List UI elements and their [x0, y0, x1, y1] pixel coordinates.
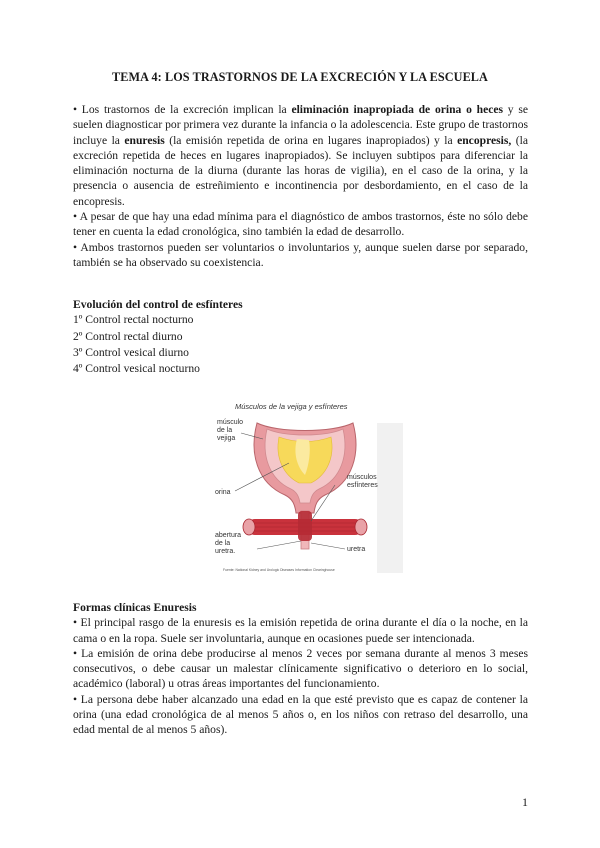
list-item: 1º Control rectal nocturno [73, 313, 194, 327]
list-item: 4º Control vesical nocturno [73, 362, 200, 376]
enuresis-section [73, 600, 528, 738]
paragraph-age-requirement: • La persona debe haber alcanzado una edad en la que esté previsto que es capaz de contener la orina (una edad cronológica de al menos 5 años o, en los niños con retraso del desarrollo, una edad mental de al menos 5 años). [73, 692, 528, 737]
label-urethra-opening: uretra. [215, 548, 236, 555]
section-heading: Evolución del control de esfínteres [73, 298, 243, 311]
section-heading: Formas clínicas Enuresis [73, 601, 197, 614]
label-urethra: uretra [347, 546, 366, 553]
label-bladder-muscle: de la [217, 427, 233, 434]
bold-term-enuresis: enuresis [124, 133, 165, 147]
paragraph-coexistence: • Ambos trastornos pueden ser voluntarios o involuntarios y, aunque suelen darse por separado, también se ha observado su coexistencia. [73, 240, 528, 269]
figure-title: Músculos de la vejiga y esfínteres [235, 402, 348, 411]
page-title: TEMA 4: LOS TRASTORNOS DE LA EXCRECIÓN Y LA ESCUELA [112, 70, 488, 84]
label-urethra-opening: abertura [215, 532, 242, 539]
label-sphincters: músculos [347, 474, 377, 481]
watermark-strip [377, 423, 403, 573]
bladder-diagram [205, 393, 405, 578]
paragraph-frequency: • La emisión de orina debe producirse al menos 2 veces por semana durante al menos 3 meses consecutivos, o debe causar un malestar clínicamente significativo o deterioro en lo social, académico (laboral) u otras áreas importantes del funcionamiento. [73, 646, 528, 691]
list-item: 2º Control rectal diurno [73, 329, 183, 343]
text-run: y se suelen diagnosticar por primera vez durante la infancia o la adolescencia. Este grupo de trastornos incluye la [73, 103, 528, 147]
intro-paragraph [73, 102, 528, 270]
paragraph-age: • A pesar de que hay una edad mínima para el diagnóstico de ambos trastornos, éste no sólo debe tener en cuenta la edad cronológica, sino también la edad de desarrollo. [73, 210, 528, 239]
sphincter-control-section [73, 297, 528, 377]
list-item: 3º Control vesical diurno [73, 345, 189, 359]
figure-caption: Fuente: National Kidney and Urologic Diseases Information Clearinghouse [223, 568, 335, 572]
label-urethra-opening: de la [215, 540, 231, 547]
label-sphincters: esfínteres [347, 482, 378, 489]
bold-term-elimination: eliminación inapropiada de orina o heces [291, 103, 504, 116]
text-run: (la emisión repetida de orina en lugares inapropiados) y la [164, 133, 458, 147]
label-bladder-muscle: músculo [217, 419, 244, 426]
bold-term-encopresis: encopresis, [457, 133, 512, 147]
paragraph-main-feature: • El principal rasgo de la enuresis es la emisión repetida de orina durante el día o la noche, en la cama o en la ropa. Suele ser involuntaria, aunque en ocasiones puede ser intencionada. [73, 616, 528, 645]
label-bladder-muscle: vejiga [217, 435, 236, 442]
page-number: 1 [522, 795, 528, 809]
text-run: (la excreción repetida de heces en lugares inapropiados). Se incluyen subtipos para diferenciar la eliminación nocturna de la diurna (durante las horas de vigilia), en el caso de la orina, y la presencia o ausencia de estreñimiento e incontinencia por desbordamiento, en el caso de la encopresis. [73, 133, 528, 208]
label-urine: orina [215, 489, 231, 496]
control-list [73, 312, 528, 377]
text-run: • Los trastornos de la excreción implican la [73, 103, 292, 116]
